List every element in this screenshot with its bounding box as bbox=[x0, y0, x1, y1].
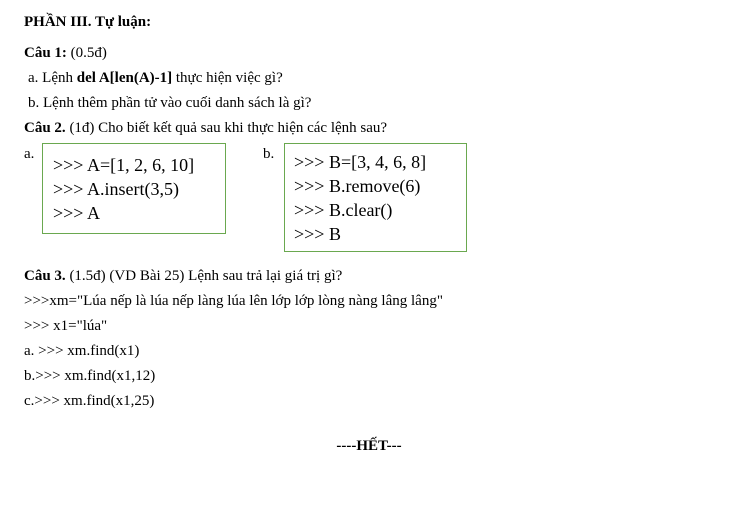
question-1-a-code: del A[len(A)-1] bbox=[76, 70, 173, 86]
question-2-a-label: a. bbox=[24, 146, 35, 162]
question-1-score: (0.5đ) bbox=[66, 45, 107, 61]
question-1 bbox=[24, 45, 107, 62]
question-2-text: (1đ) Cho biết kết quả sau khi thực hiện các lệnh sau? bbox=[65, 120, 388, 136]
question-3-line: c.>>> xm.find(x1,25) bbox=[24, 393, 155, 409]
code-line: >>> B.clear() bbox=[294, 200, 393, 220]
question-2-label: Câu 2. bbox=[24, 120, 66, 136]
question-3-text: (1.5đ) (VD Bài 25) Lệnh sau trả lại giá trị gì? bbox=[65, 268, 343, 284]
code-box-b bbox=[284, 143, 467, 252]
question-1-label: Câu 1: bbox=[24, 45, 67, 61]
question-3-line: >>>xm="Lúa nếp là lúa nếp làng lúa lên lớp lớp lòng nàng lâng lâng" bbox=[24, 293, 443, 309]
question-3-line: a. >>> xm.find(x1) bbox=[24, 343, 140, 359]
code-line: >>> B.remove(6) bbox=[294, 176, 421, 196]
question-1-a bbox=[28, 70, 283, 87]
question-1-a-prefix: a. Lệnh bbox=[28, 70, 77, 86]
code-line: >>> A.insert(3,5) bbox=[53, 179, 179, 199]
code-line: >>> B bbox=[294, 224, 341, 244]
question-3-line: b.>>> xm.find(x1,12) bbox=[24, 368, 156, 384]
code-line: >>> A=[1, 2, 6, 10] bbox=[53, 155, 195, 175]
question-1-a-suffix: thực hiện việc gì? bbox=[172, 70, 283, 86]
question-3 bbox=[24, 268, 342, 285]
question-3-line: >>> x1="lúa" bbox=[24, 318, 108, 334]
end-marker: ----HẾT--- bbox=[336, 438, 402, 454]
code-line: >>> A bbox=[53, 203, 100, 223]
code-line: >>> B=[3, 4, 6, 8] bbox=[294, 152, 427, 172]
question-2-b-label: b. bbox=[263, 146, 275, 162]
section-title: PHẦN III. Tự luận: bbox=[24, 14, 152, 30]
question-2 bbox=[24, 120, 387, 137]
question-3-label: Câu 3. bbox=[24, 268, 66, 284]
question-1-b: b. Lệnh thêm phần tử vào cuối danh sách là gì? bbox=[28, 95, 312, 111]
code-box-a bbox=[42, 143, 226, 234]
